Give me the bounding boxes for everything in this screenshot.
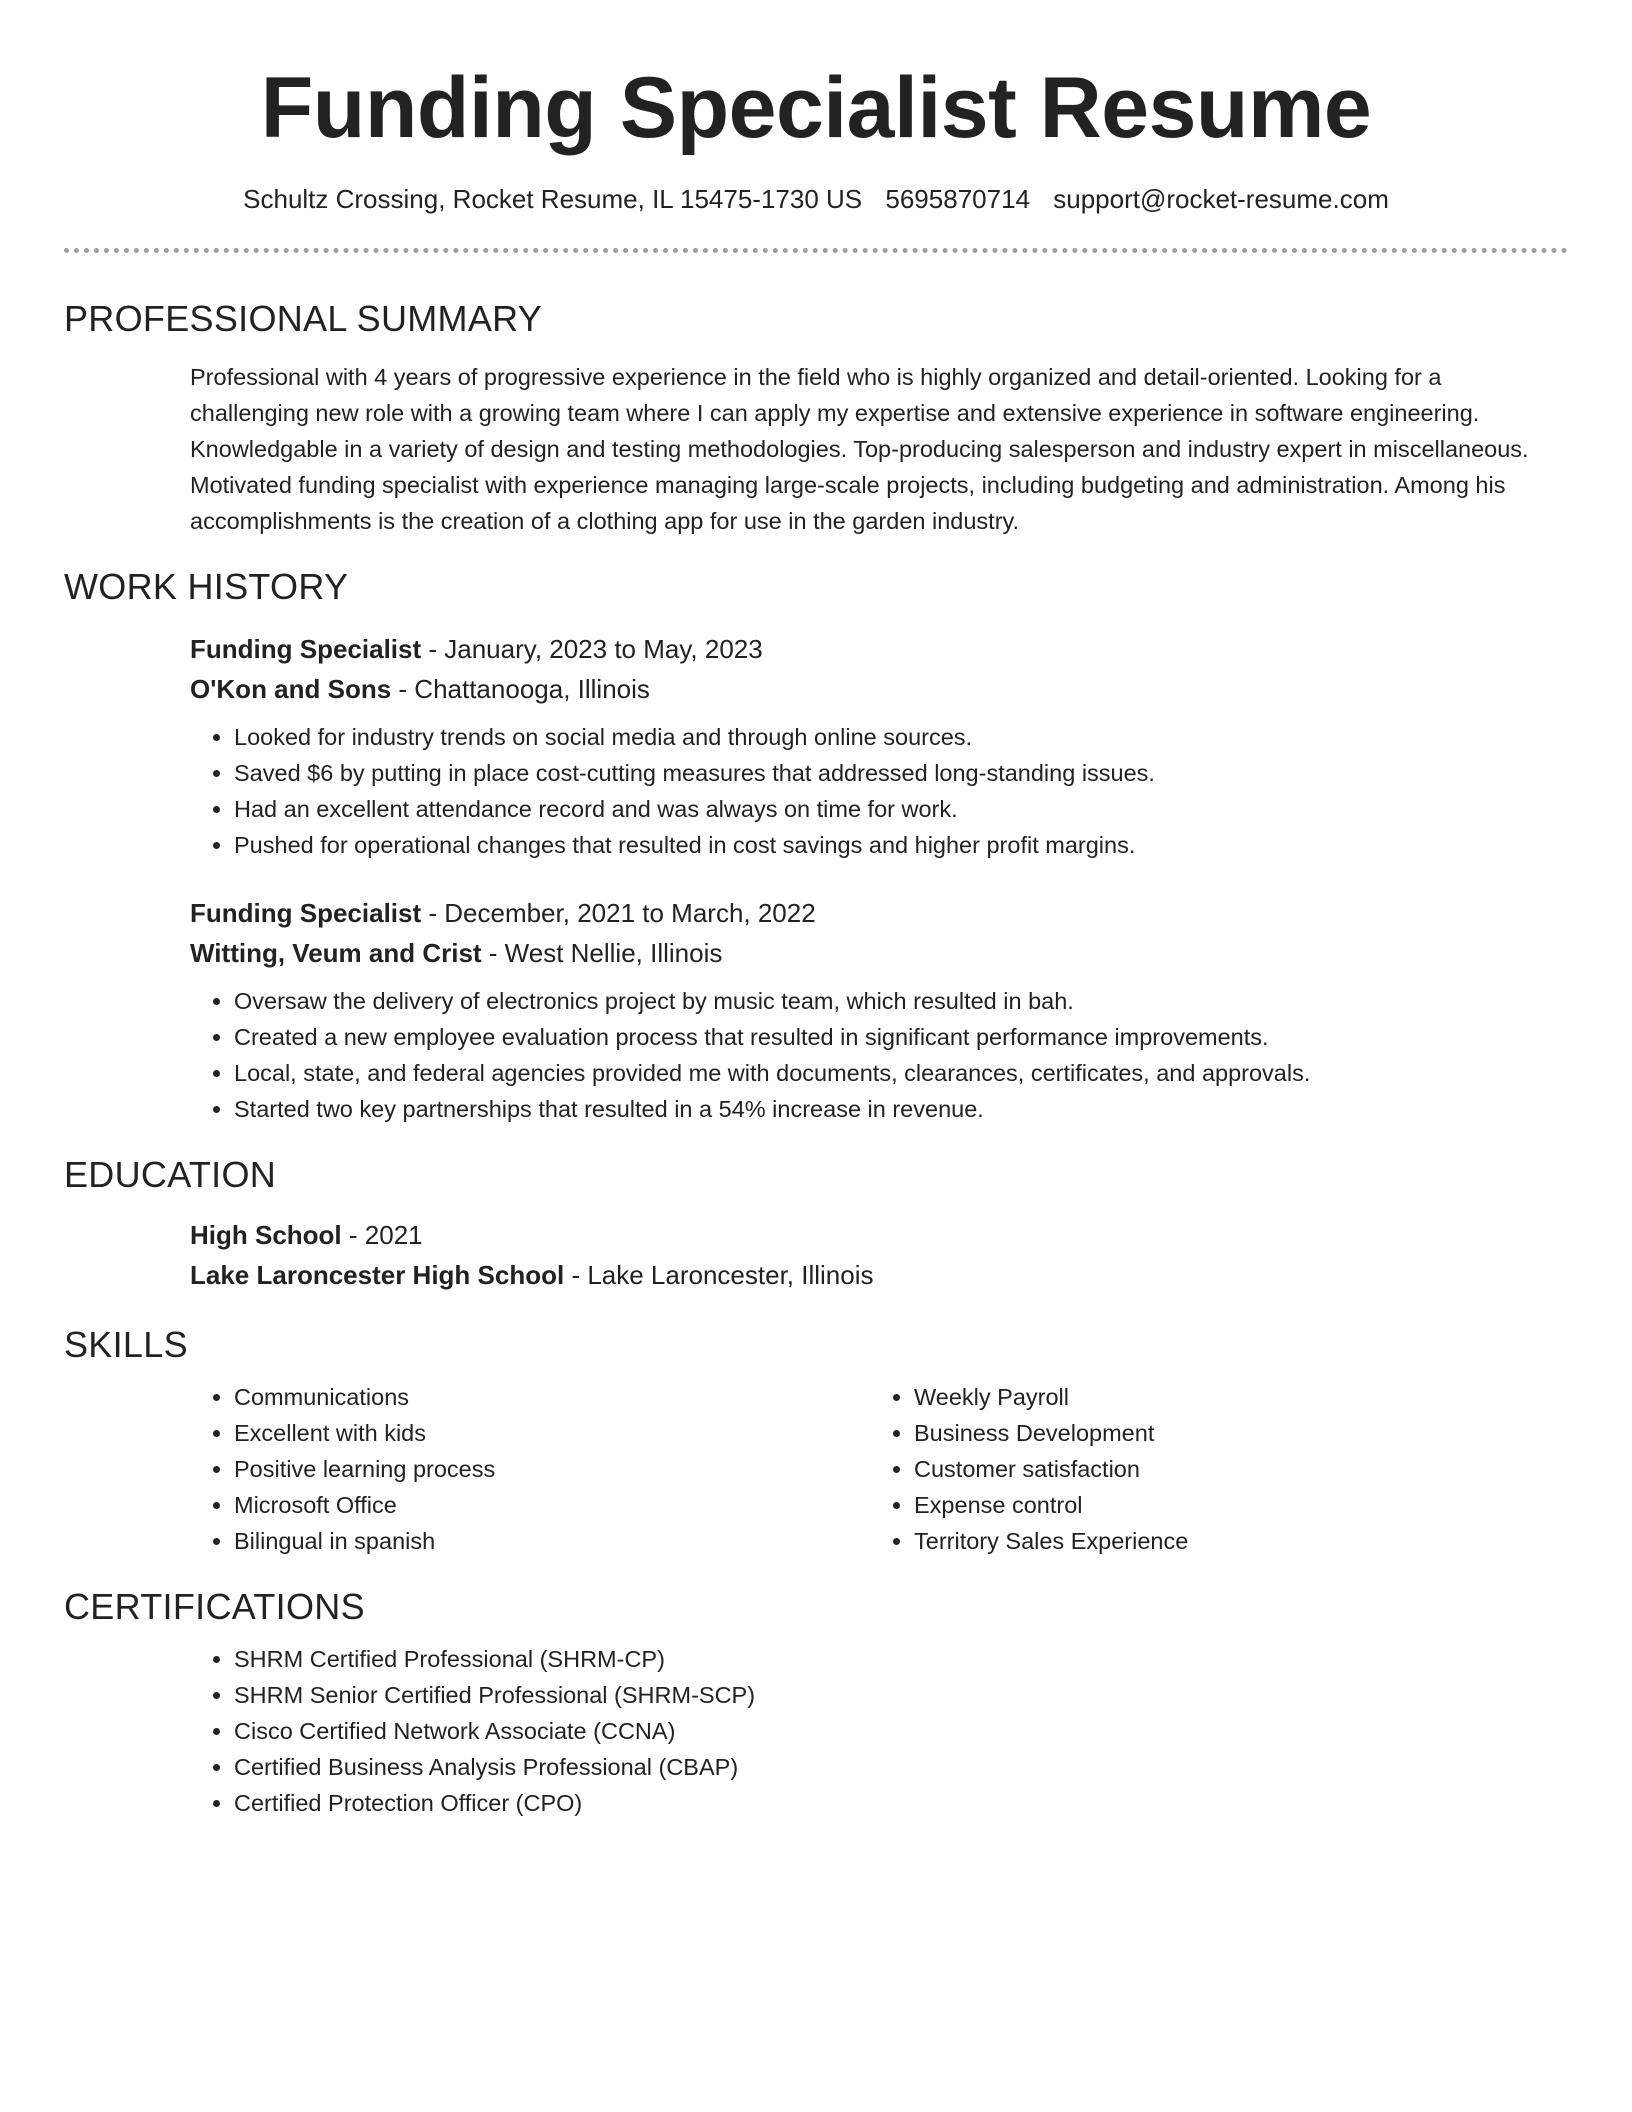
skills-heading: SKILLS [64,1324,188,1365]
list-item: • Microsoft Office [234,1487,870,1523]
job-company-line [190,669,1568,709]
education-year: - 2021 [341,1220,423,1250]
job-company-line [190,933,1568,973]
list-item: • Customer satisfaction [914,1451,1550,1487]
job-bullets [190,983,1568,1127]
contact-address: Schultz Crossing, Rocket Resume, IL 15475-1730 US [243,184,863,214]
certifications-heading: CERTIFICATIONS [64,1586,365,1627]
list-item: • Created a new employee evaluation process that resulted in significant performance improvements. [234,1019,1568,1055]
list-item: • Saved $6 by putting in place cost-cutting measures that addressed long-standing issues. [234,755,1568,791]
list-item: • Positive learning process [234,1451,870,1487]
list-item: • Certified Protection Officer (CPO) [234,1785,1568,1821]
resume-page [64,0,1568,1821]
list-item: • Expense control [914,1487,1550,1523]
job-location: - Chattanooga, Illinois [391,674,650,704]
contact-email: support@rocket-resume.com [1053,184,1389,214]
list-item: • Bilingual in spanish [234,1523,870,1559]
skills-column-right [870,1379,1550,1559]
job-entry [190,629,1568,863]
education-school-line [190,1255,1568,1295]
job-title-line [190,629,1568,669]
contact-line [64,182,1568,216]
summary-heading: PROFESSIONAL SUMMARY [64,298,543,339]
list-item: • Territory Sales Experience [914,1523,1550,1559]
job-title: Funding Specialist [190,634,422,664]
list-item: • Local, state, and federal agencies provided me with documents, clearances, certificates, and approvals. [234,1055,1568,1091]
job-company: O'Kon and Sons [190,674,392,704]
list-item: • Looked for industry trends on social media and through online sources. [234,719,1568,755]
job-company: Witting, Veum and Crist [190,938,482,968]
skills-grid [190,1379,1568,1559]
certifications-list-wrap [190,1641,1568,1821]
job-dates: - January, 2023 to May, 2023 [421,634,763,664]
contact-phone: 5695870714 [885,184,1030,214]
header-divider [64,248,1568,253]
list-item: • SHRM Senior Certified Professional (SHRM-SCP) [234,1677,1568,1713]
job-dates: - December, 2021 to March, 2022 [421,898,816,928]
list-item: • Excellent with kids [234,1415,870,1451]
summary-text: Professional with 4 years of progressive experience in the field who is highly organized and detail-oriented. Looking for a challenging new role with a growing team where I can apply my expertise and extensive experience in software engineering. Knowledgable in a variety of design and testing methodologies. Top-producing salesperson and industry expert in miscellaneous. Motivated funding specialist with experience managing large-scale projects, including budgeting and administration. Among his accomplishments is the creation of a clothing app for use in the garden industry. [190,364,1529,534]
list-item: • Cisco Certified Network Associate (CCNA) [234,1713,1568,1749]
education-entry [190,1215,1568,1295]
education-school: Lake Laroncester High School [190,1260,565,1290]
list-item: • Weekly Payroll [914,1379,1550,1415]
job-location: - West Nellie, Illinois [481,938,723,968]
job-entry [190,893,1568,1127]
resume-title: Funding Specialist Resume [260,60,1372,156]
job-title: Funding Specialist [190,898,422,928]
list-item: • SHRM Certified Professional (SHRM-CP) [234,1641,1568,1677]
list-item: • Business Development [914,1415,1550,1451]
education-location: - Lake Laroncester, Illinois [564,1260,874,1290]
job-title-line [190,893,1568,933]
education-degree-line [190,1215,1568,1255]
list-item: • Pushed for operational changes that resulted in cost savings and higher profit margins. [234,827,1568,863]
list-item: • Oversaw the delivery of electronics project by music team, which resulted in bah. [234,983,1568,1019]
education-heading: EDUCATION [64,1154,277,1195]
work-history-heading: WORK HISTORY [64,566,349,607]
list-item: • Communications [234,1379,870,1415]
certifications-list [190,1641,1568,1821]
list-item: • Started two key partnerships that resulted in a 54% increase in revenue. [234,1091,1568,1127]
education-degree: High School [190,1220,342,1250]
job-bullets [190,719,1568,863]
list-item: • Had an excellent attendance record and was always on time for work. [234,791,1568,827]
list-item: • Certified Business Analysis Professional (CBAP) [234,1749,1568,1785]
skills-column-left [190,1379,870,1559]
